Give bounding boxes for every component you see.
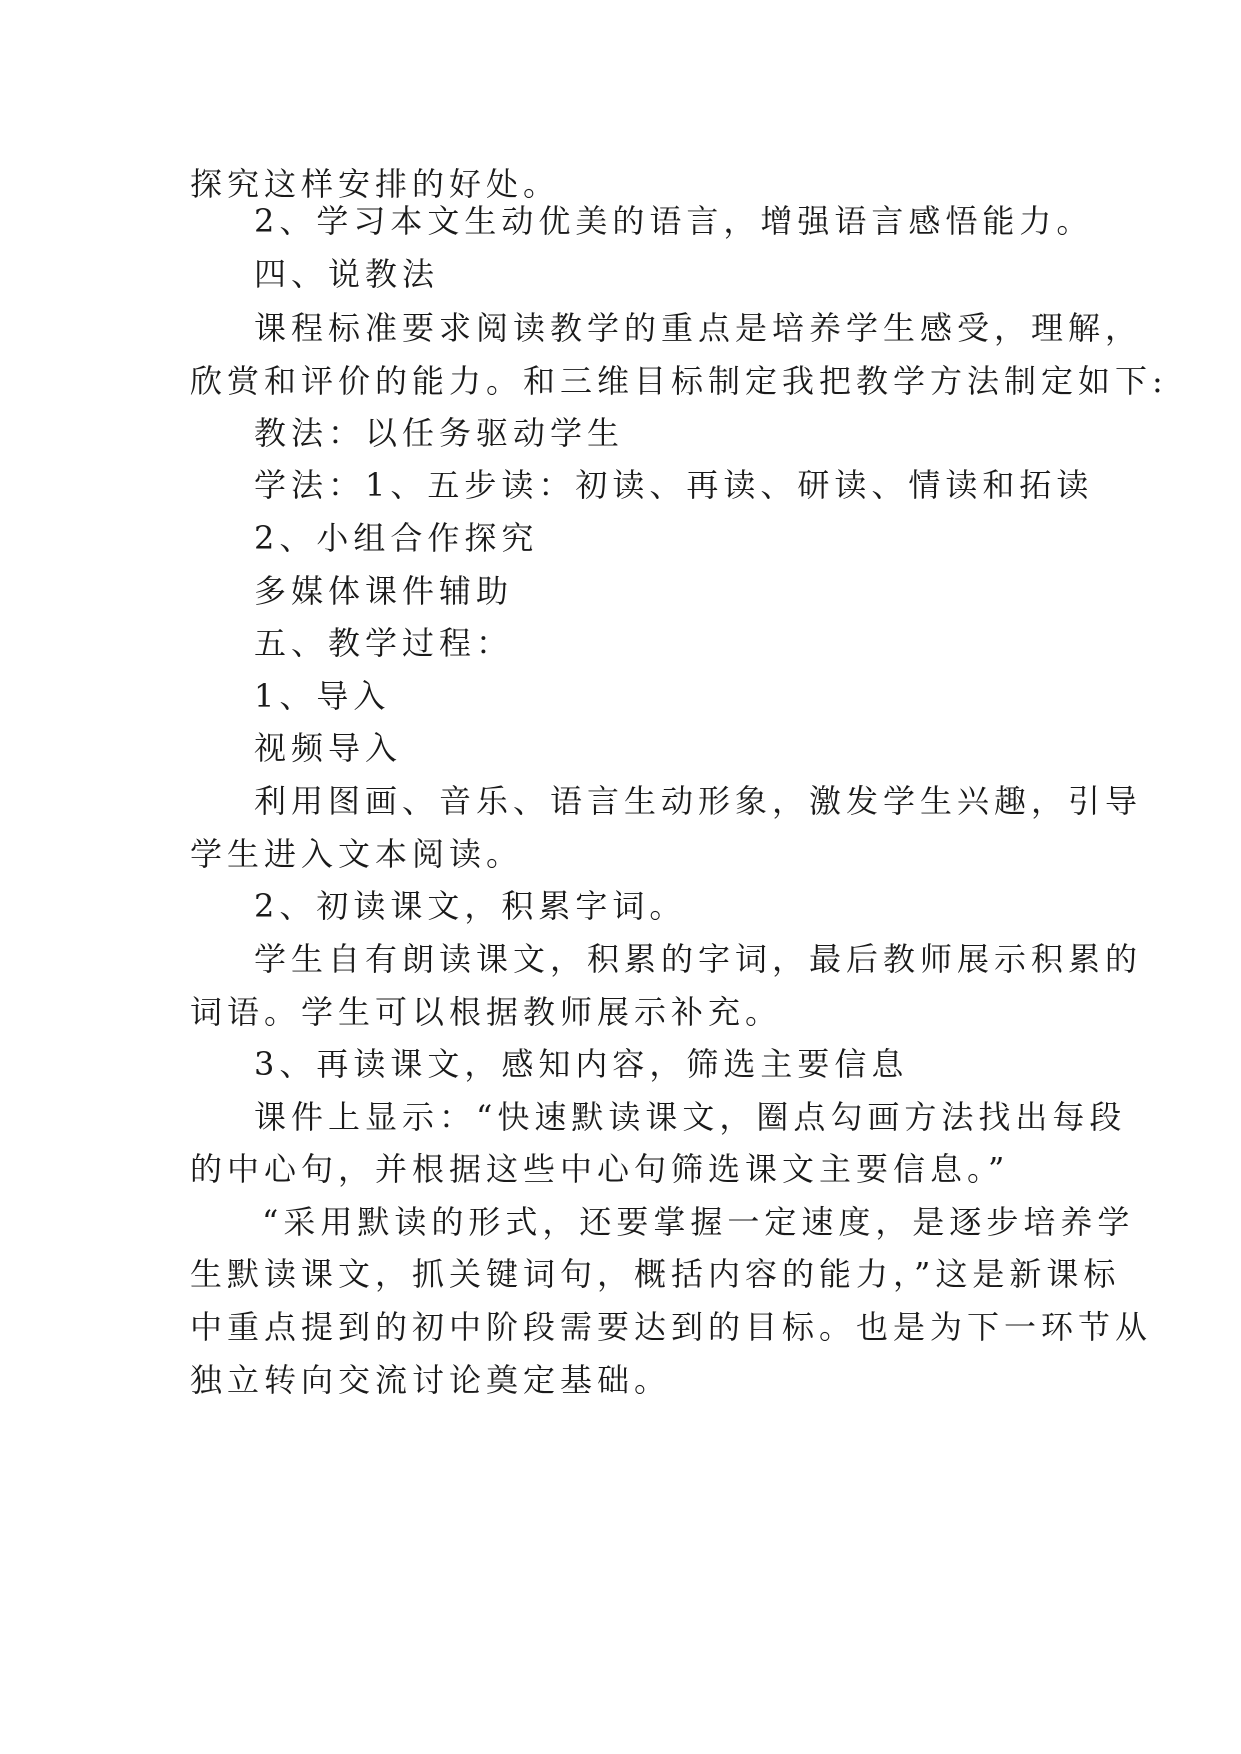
text-line: 学生自有朗读课文，积累的字词，最后教师展示积累的 bbox=[254, 940, 1143, 978]
section-heading: 四、说教法 bbox=[254, 255, 440, 293]
text-line: 学生进入文本阅读。 bbox=[190, 835, 524, 873]
text-line: 课程标准要求阅读教学的重点是培养学生感受，理解， bbox=[254, 309, 1143, 347]
text-line: 视频导入 bbox=[254, 729, 403, 767]
text-line: 课件上显示：“快速默读课文，圈点勾画方法找出每段 bbox=[254, 1098, 1127, 1136]
text-line: 生默读课文，抓关键词句，概括内容的能力，”这是新课标 bbox=[190, 1255, 1121, 1293]
text-line: 探究这样安排的好处。 bbox=[190, 165, 561, 203]
text-line: “采用默读的形式，还要掌握一定速度，是逐步培养学 bbox=[262, 1203, 1135, 1241]
text-line: 2、小组合作探究 bbox=[254, 519, 539, 557]
text-line: 1、导入 bbox=[254, 677, 391, 715]
text-line: 教法：以任务驱动学生 bbox=[254, 414, 625, 452]
text-line: 3、再读课文，感知内容，筛选主要信息 bbox=[254, 1045, 909, 1083]
text-line: 欣赏和评价的能力。和三维目标制定我把教学方法制定如下: bbox=[190, 362, 1168, 400]
text-line: 2、学习本文生动优美的语言，增强语言感悟能力。 bbox=[254, 202, 1094, 240]
text-line: 中重点提到的初中阶段需要达到的目标。也是为下一环节从 bbox=[190, 1308, 1153, 1346]
text-line: 学法：1、五步读：初读、再读、研读、情读和拓读 bbox=[254, 466, 1094, 504]
text-line: 2、初读课文，积累字词。 bbox=[254, 887, 687, 925]
text-line: 的中心句，并根据这些中心句筛选课文主要信息。” bbox=[190, 1150, 1010, 1188]
text-line: 利用图画、音乐、语言生动形象，激发学生兴趣，引导 bbox=[254, 782, 1143, 820]
text-line: 独立转向交流讨论奠定基础。 bbox=[190, 1361, 672, 1399]
section-heading: 五、教学过程： bbox=[254, 624, 514, 662]
text-line: 多媒体课件辅助 bbox=[254, 572, 514, 610]
text-line: 词语。学生可以根据教师展示补充。 bbox=[190, 993, 783, 1031]
